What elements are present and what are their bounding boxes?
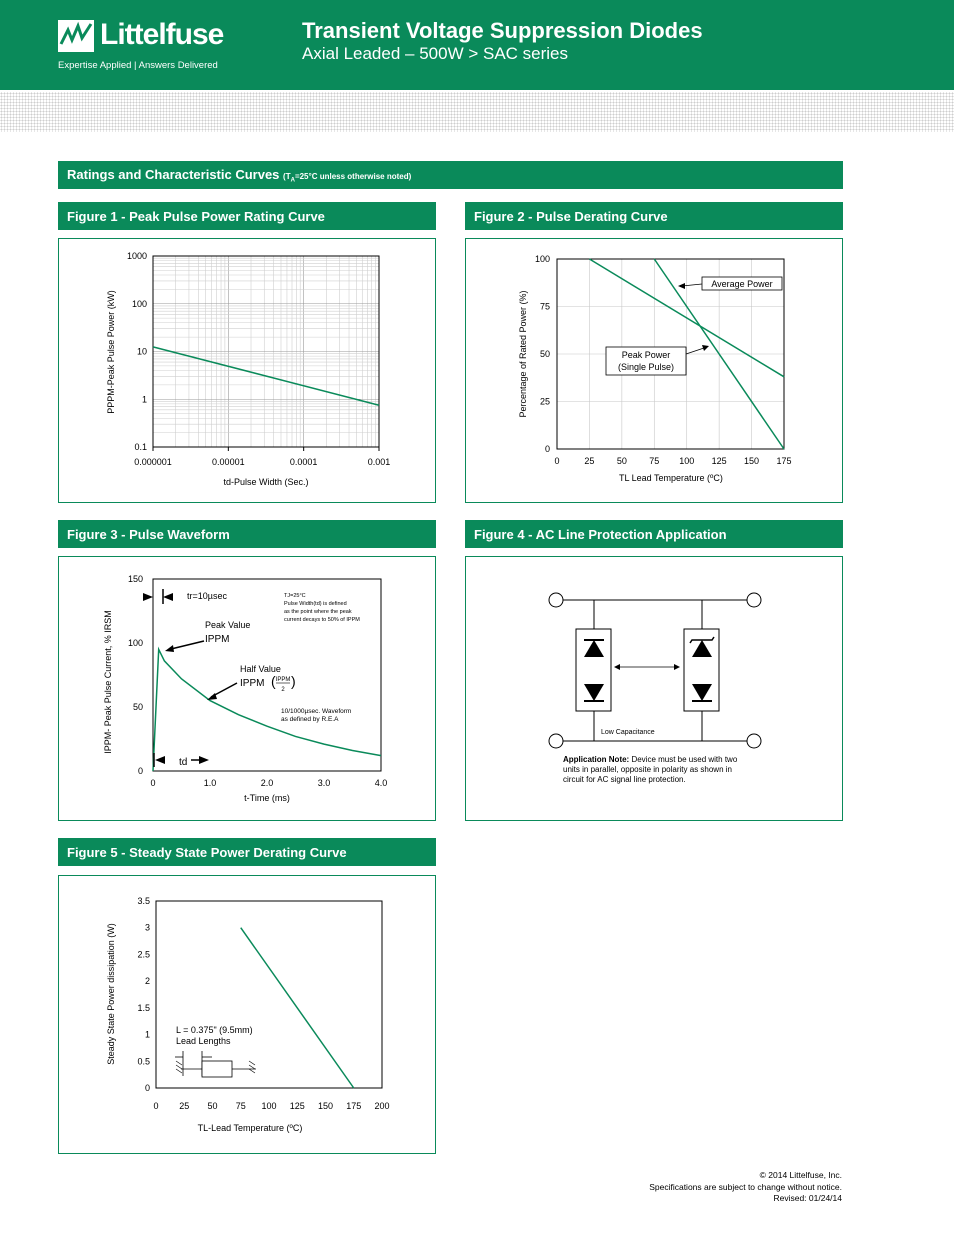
page-title: Transient Voltage Suppression Diodes bbox=[302, 18, 703, 43]
y-tick-label: 25 bbox=[539, 396, 550, 407]
peak-value-label: Peak Value bbox=[205, 620, 251, 630]
y-tick-label: 1 bbox=[141, 394, 147, 405]
x-tick-label: 0.001 bbox=[367, 457, 391, 467]
double-arrow-icon bbox=[614, 664, 680, 670]
tr-label: tr=10µsec bbox=[187, 591, 227, 601]
x-tick-label: 0.00001 bbox=[212, 457, 245, 467]
x-tick-label: 50 bbox=[616, 456, 627, 466]
figure-4-box bbox=[465, 556, 843, 821]
average-power-label: Average Power bbox=[711, 279, 773, 289]
figure-5-title: Figure 5 - Steady State Power Derating Curve bbox=[58, 838, 436, 866]
revision: Revised: 01/24/14 bbox=[773, 1193, 842, 1203]
y-tick-label: 0.5 bbox=[137, 1056, 150, 1067]
x-tick-label: 0 bbox=[153, 1101, 159, 1111]
x-tick-label: 2.0 bbox=[260, 778, 274, 788]
y-axis-label: Percentage of Rated Power (%) bbox=[518, 290, 528, 418]
x-axis-label: TL-Lead Temperature (ºC) bbox=[197, 1123, 303, 1133]
y-tick-label: 150 bbox=[127, 574, 143, 584]
figure-5-chart bbox=[59, 876, 434, 1152]
clamp-hatch bbox=[176, 1065, 182, 1069]
peak-power-arrowhead bbox=[702, 345, 709, 351]
half-value-paren-close: ) bbox=[291, 673, 296, 689]
x-tick-label: 1.0 bbox=[203, 778, 217, 788]
y-tick-label: 0.1 bbox=[134, 442, 147, 452]
y-tick-label: 75 bbox=[539, 301, 550, 312]
x-tick-label: 4.0 bbox=[374, 778, 388, 788]
figure-4-circuit bbox=[466, 557, 841, 819]
figure-1-title: Figure 1 - Peak Pulse Power Rating Curve bbox=[58, 202, 436, 230]
figure-2-box bbox=[465, 238, 843, 503]
dotted-band bbox=[0, 92, 954, 132]
terminal-top-right bbox=[747, 593, 761, 607]
littelfuse-logo-icon bbox=[58, 20, 94, 52]
application-note-line1 bbox=[563, 755, 738, 764]
x-tick-label: 175 bbox=[776, 456, 792, 466]
brand-name: Littelfuse bbox=[100, 18, 224, 51]
plot-frame bbox=[153, 579, 381, 771]
y-tick-label: 1 bbox=[144, 1029, 150, 1040]
conditions-note: current decays to 50% of IPPM bbox=[284, 617, 360, 623]
y-tick-label: 2.5 bbox=[137, 949, 150, 960]
terminal-bottom-right bbox=[747, 734, 761, 748]
clamp-hatch bbox=[176, 1069, 182, 1073]
figure-1-box bbox=[58, 238, 436, 503]
tr-arrow-right bbox=[143, 593, 153, 601]
figure-3-title: Figure 3 - Pulse Waveform bbox=[58, 520, 436, 548]
average-power-arrowhead bbox=[678, 283, 685, 289]
figure-4-title: Figure 4 - AC Line Protection Application bbox=[465, 520, 843, 548]
x-tick-label: 0 bbox=[554, 456, 560, 466]
copyright: © 2014 Littelfuse, Inc. bbox=[759, 1170, 842, 1180]
note-sub: A bbox=[290, 177, 295, 184]
component-body bbox=[202, 1061, 232, 1077]
half-value-fraction-den: 2 bbox=[281, 687, 285, 693]
conditions-note: Pulse Width(td) is defined bbox=[284, 601, 347, 607]
x-tick-label: 125 bbox=[711, 456, 727, 466]
td-arrow-right bbox=[199, 756, 209, 764]
note-suffix: =25°C unless otherwise noted) bbox=[294, 172, 412, 181]
y-tick-label: 1.5 bbox=[137, 1002, 150, 1013]
data-line-steady-power bbox=[241, 928, 354, 1088]
waveform-note-2: as defined by R.E.A bbox=[281, 716, 339, 723]
application-note-text-1: Device must be used with two bbox=[629, 755, 738, 764]
y-tick-label: 100 bbox=[127, 638, 143, 648]
clamp-hatch bbox=[249, 1061, 255, 1065]
peak-value-ippm: IPPM bbox=[205, 634, 230, 645]
half-value-paren-open: ( bbox=[271, 673, 276, 689]
half-value-ippm: IPPM bbox=[240, 678, 265, 689]
y-tick-label: 100 bbox=[131, 298, 147, 309]
y-tick-label: 0 bbox=[544, 444, 550, 454]
clamp-hatch bbox=[249, 1069, 255, 1073]
tr-arrow-left bbox=[163, 593, 173, 601]
half-value-fraction-num: IPPM bbox=[275, 677, 291, 683]
td-arrow-left bbox=[155, 756, 165, 764]
x-tick-label: 75 bbox=[649, 456, 660, 466]
x-tick-label: 25 bbox=[584, 456, 595, 466]
x-tick-label: 100 bbox=[261, 1101, 277, 1111]
x-tick-label: 50 bbox=[207, 1101, 218, 1111]
y-tick-label: 1000 bbox=[126, 251, 147, 261]
x-tick-label: 0.0001 bbox=[289, 457, 318, 467]
page-footer bbox=[649, 1170, 842, 1205]
application-note-bold: Application Note: bbox=[563, 755, 630, 764]
terminal-bottom-left bbox=[549, 734, 563, 748]
peak-arrowhead bbox=[165, 645, 174, 652]
page-header bbox=[0, 0, 954, 90]
peak-power-label-1: Peak Power bbox=[621, 350, 671, 360]
low-capacitance-label: Low Capacitance bbox=[601, 729, 655, 736]
half-value-label: Half Value bbox=[240, 664, 281, 674]
x-tick-label: 25 bbox=[179, 1101, 190, 1111]
clamp-hatch bbox=[176, 1061, 182, 1065]
y-tick-label: 50 bbox=[132, 702, 143, 712]
y-tick-label: 10 bbox=[136, 346, 147, 357]
x-tick-label: 0.000001 bbox=[134, 457, 172, 467]
y-tick-label: 50 bbox=[539, 349, 550, 359]
section-title-text: Ratings and Characteristic Curves bbox=[67, 167, 280, 182]
brand-tagline: Expertise Applied | Answers Delivered bbox=[58, 60, 218, 71]
page-subtitle: Axial Leaded – 500W > SAC series bbox=[302, 44, 569, 63]
figure-2-chart bbox=[466, 239, 841, 501]
lead-length-label-2: Lead Lengths bbox=[176, 1036, 231, 1046]
x-tick-label: 0 bbox=[150, 778, 156, 788]
section-title bbox=[67, 167, 411, 184]
y-tick-label: 3.5 bbox=[137, 896, 150, 906]
x-tick-label: 175 bbox=[346, 1101, 362, 1111]
section-note bbox=[283, 172, 412, 184]
peak-power-label-2: (Single Pulse) bbox=[617, 362, 675, 372]
clamp-hatch bbox=[249, 1065, 255, 1069]
x-axis-label: TL Lead Temperature (ºC) bbox=[619, 473, 723, 483]
y-tick-label: 0 bbox=[144, 1083, 150, 1093]
x-tick-label: 150 bbox=[317, 1101, 334, 1111]
x-tick-label: 200 bbox=[374, 1101, 390, 1111]
x-axis-label: td-Pulse Width (Sec.) bbox=[223, 477, 309, 487]
y-tick-label: 2 bbox=[144, 976, 150, 987]
td-label: td bbox=[179, 757, 188, 768]
x-tick-label: 150 bbox=[744, 456, 760, 466]
y-axis-label: IPPM- Peak Pulse Current, % IRSM bbox=[103, 610, 113, 754]
note-prefix: (T bbox=[283, 172, 291, 181]
conditions-note: TJ=25°C bbox=[284, 593, 306, 599]
application-note-line3: circuit for AC signal line protection. bbox=[563, 775, 686, 784]
plot-frame bbox=[156, 901, 382, 1088]
section-title-bar bbox=[58, 161, 843, 189]
x-tick-label: 75 bbox=[235, 1101, 246, 1111]
x-tick-label: 100 bbox=[679, 456, 695, 466]
disclaimer: Specifications are subject to change without notice. bbox=[649, 1181, 842, 1192]
y-tick-label: 3 bbox=[144, 922, 150, 933]
figure-3-box bbox=[58, 556, 436, 821]
waveform-note-1: 10/1000µsec. Waveform bbox=[281, 708, 352, 715]
peak-power-arrow bbox=[686, 348, 704, 354]
peak-arrow bbox=[171, 641, 204, 649]
conditions-note: as the point where the peak bbox=[284, 609, 352, 615]
x-tick-label: 125 bbox=[289, 1101, 305, 1111]
y-tick-label: 0 bbox=[137, 766, 143, 776]
figure-2-title: Figure 2 - Pulse Derating Curve bbox=[465, 202, 843, 230]
y-axis-label: PPPM-Peak Pulse Power (kW) bbox=[106, 290, 116, 414]
terminal-top-left bbox=[549, 593, 563, 607]
application-note-line2: units in parallel, opposite in polarity as shown in bbox=[563, 765, 732, 774]
figure-1-chart bbox=[59, 239, 434, 501]
x-axis-label: t-Time (ms) bbox=[244, 793, 290, 803]
lead-length-label-1: L = 0.375" (9.5mm) bbox=[176, 1025, 253, 1035]
x-tick-label: 3.0 bbox=[317, 778, 331, 788]
y-axis-label: Steady State Power dissipation (W) bbox=[106, 923, 116, 1065]
figure-5-box bbox=[58, 875, 436, 1154]
y-tick-label: 100 bbox=[534, 254, 550, 264]
data-line-peak-power bbox=[153, 347, 379, 405]
figure-3-chart bbox=[59, 557, 434, 819]
